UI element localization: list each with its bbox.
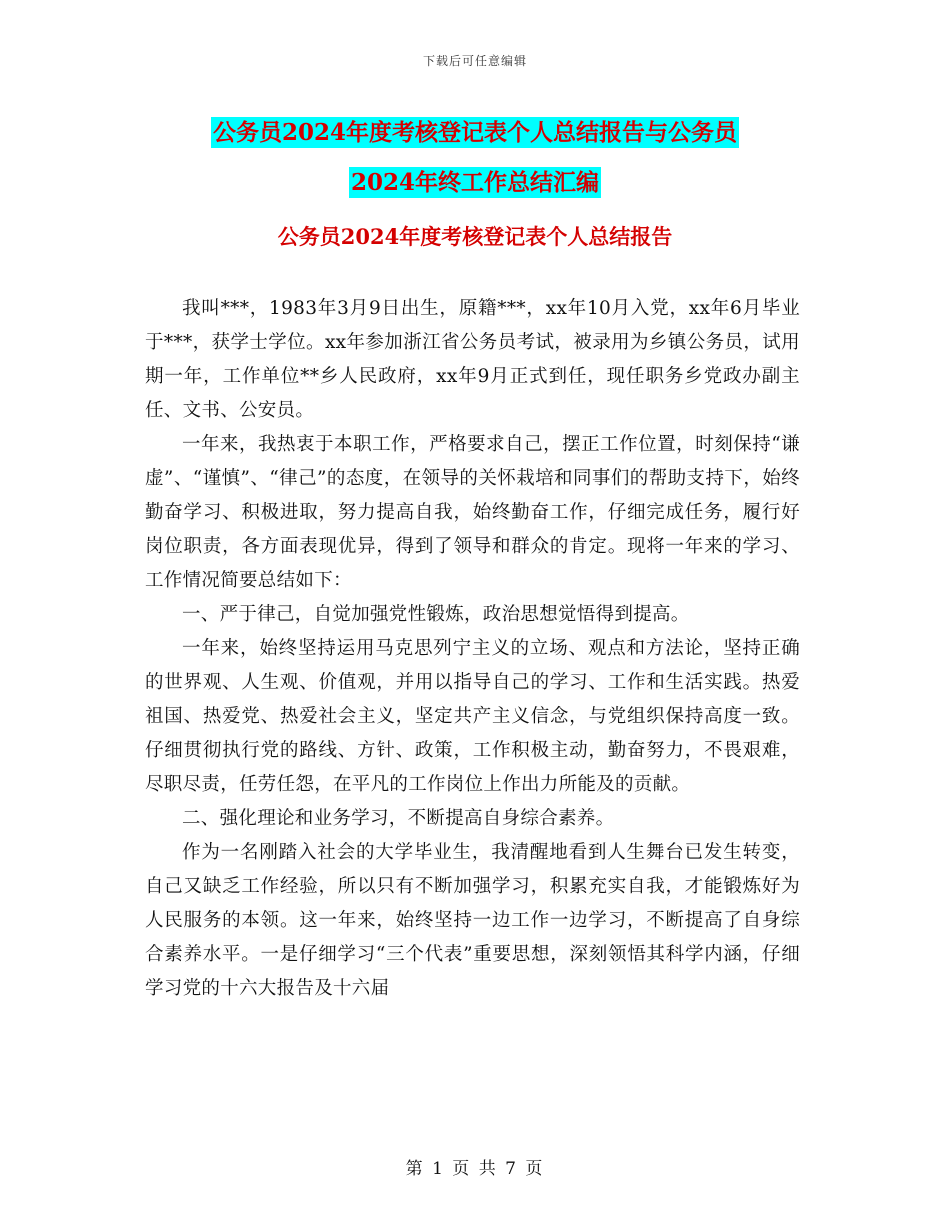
body-text — [145, 292, 800, 1006]
paragraph-2: 一年来，我热衷于本职工作，严格要求自己，摆正工作位置，时刻保持“谦虚”、“谨慎”、“律己”的态度，在领导的关怀栽培和同事们的帮助支持下，始终勤奋学习、积极进取，努力提高自我，始终勤奋工作，仔细完成任务，履行好岗位职责，各方面表现优异，得到了领导和群众的肯定。现将一年来的学习、工作情况简要总结如下： — [145, 434, 800, 591]
header-note: 下载后可任意编辑 — [422, 54, 527, 68]
title-highlight-2: 2024年终工作总结汇编 — [350, 169, 599, 196]
paragraph-5-heading: 二、强化理论和业务学习，不断提高自身综合素养。 — [182, 808, 615, 829]
document-title-line-2 — [0, 158, 950, 208]
paragraph-4: 一年来，始终坚持运用马克思列宁主义的立场、观点和方法论，坚持正确的世界观、人生观、价值观，并用以指导自己的学习、工作和生活实践。热爱祖国、热爱党、热爱社会主义，坚定共产主义信念，与党组织保持高度一致。仔细贯彻执行党的路线、方针、政策，工作积极主动，勤奋努力，不畏艰难，尽职尽责，任劳任怨，在平凡的工作岗位上作出力所能及的贡献。 — [145, 638, 800, 795]
title-highlight-1: 公务员2024年度考核登记表个人总结报告与公务员 — [212, 119, 737, 146]
page-footer: 第 1 页 共 7 页 — [405, 1159, 545, 1179]
section-title: 公务员2024年度考核登记表个人总结报告 — [277, 224, 673, 249]
document-title — [0, 108, 950, 208]
paragraph-6: 作为一名刚踏入社会的大学毕业生，我清醒地看到人生舞台已发生转变，自己又缺乏工作经验，所以只有不断加强学习，积累充实自我，才能锻炼好为人民服务的本领。这一年来，始终坚持一边工作一边学习，不断提高了自身综合素养水平。一是仔细学习“三个代表”重要思想，深刻领悟其科学内涵，仔细学习党的十六大报告及十六届 — [145, 842, 800, 999]
paragraph-1: 我叫***，1983年3月9日出生，原籍***，xx年10月入党，xx年6月毕业于***，获学士学位。xx年参加浙江省公务员考试，被录用为乡镇公务员，试用期一年，工作单位**乡人民政府，xx年9月正式到任，现任职务乡党政办副主任、文书、公安员。 — [145, 298, 800, 421]
paragraph-3-heading: 一、严于律己，自觉加强党性锻炼，政治思想觉悟得到提高。 — [182, 604, 690, 625]
document-title-line-1 — [0, 108, 950, 158]
